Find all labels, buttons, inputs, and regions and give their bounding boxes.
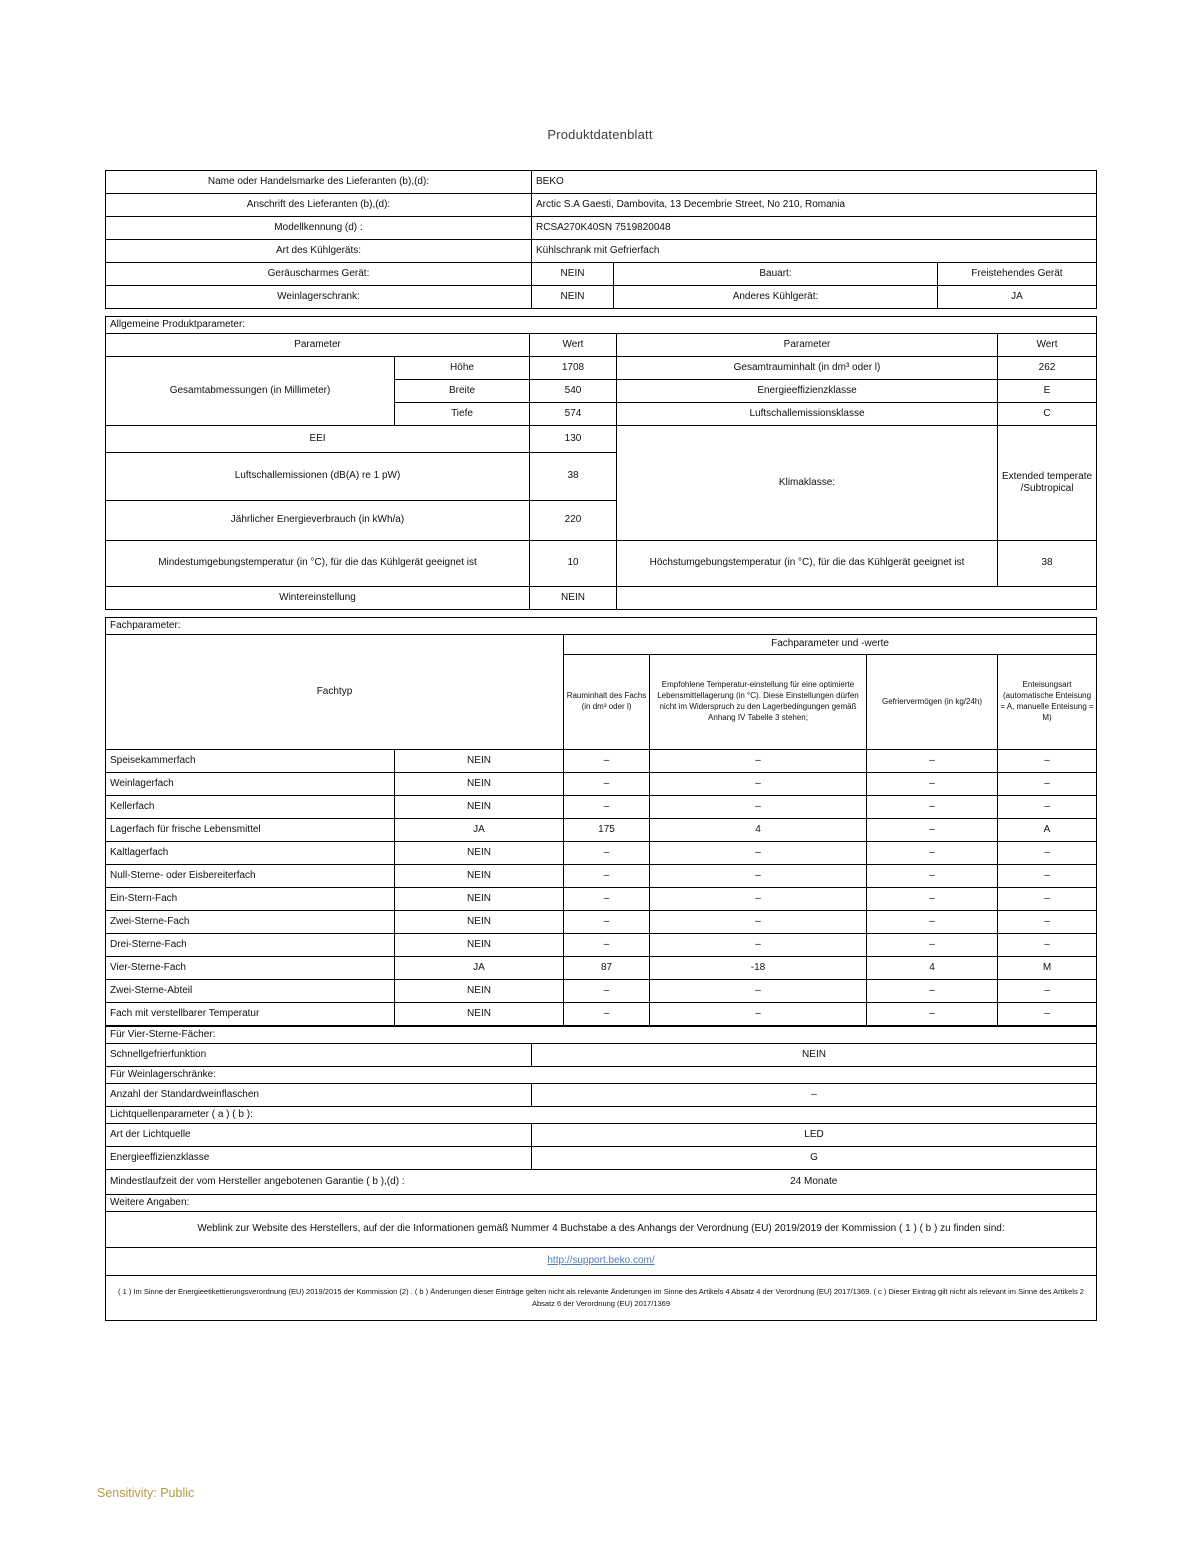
compartment-present: NEIN xyxy=(395,796,564,819)
compartment-freeze: – xyxy=(867,750,998,773)
compartment-temp: – xyxy=(650,1003,867,1026)
compartment-name: Drei-Sterne-Fach xyxy=(106,934,395,957)
compartment-name: Vier-Sterne-Fach xyxy=(106,957,395,980)
wine-bottles-label: Anzahl der Standardweinflaschen xyxy=(106,1084,532,1107)
compartment-section-title: Fachparameter: xyxy=(106,618,1097,635)
fast-freeze-label: Schnellgefrierfunktion xyxy=(106,1044,532,1067)
table-row xyxy=(106,171,1097,194)
more-info-section-title: Weitere Angaben: xyxy=(106,1195,1097,1212)
compartment-temp: – xyxy=(650,888,867,911)
compartment-name: Zwei-Sterne-Fach xyxy=(106,911,395,934)
col-compartment-defrost: Enteisungsart (automatische Enteisung = A, manuelle Enteisung = M) xyxy=(998,655,1097,750)
col-parameter-left: Parameter xyxy=(106,334,530,357)
fast-freeze-value: NEIN xyxy=(532,1044,1097,1067)
appliance-type-label: Art des Kühlgeräts: xyxy=(106,240,532,263)
col-parameter-right: Parameter xyxy=(617,334,998,357)
energy-class-value: E xyxy=(998,380,1097,403)
compartment-present: NEIN xyxy=(395,750,564,773)
compartment-defrost: A xyxy=(998,819,1097,842)
table-row xyxy=(106,1212,1097,1248)
compartment-present: NEIN xyxy=(395,842,564,865)
compartment-temp: – xyxy=(650,934,867,957)
warranty-label: Mindestlaufzeit der vom Hersteller angebotenen Garantie ( b ),(d) : xyxy=(106,1170,532,1195)
table-row xyxy=(106,587,1097,610)
compartment-table xyxy=(105,617,1097,1026)
depth-label: Tiefe xyxy=(395,403,530,426)
compartment-temp: – xyxy=(650,865,867,888)
supplier-name-value: BEKO xyxy=(532,171,1097,194)
other-appliance-value: JA xyxy=(938,286,1097,309)
table-row xyxy=(106,1170,1097,1195)
table-row xyxy=(106,194,1097,217)
compartment-volume: – xyxy=(564,773,650,796)
compartment-row xyxy=(106,750,1097,773)
climate-class-value: Extended temperate /Subtropical xyxy=(998,426,1097,541)
compartment-row xyxy=(106,1003,1097,1026)
compartment-present: JA xyxy=(395,957,564,980)
weblink-description: Weblink zur Website des Herstellers, auf der die Informationen gemäß Nummer 4 Buchstabe a des Anhangs der Verordnung (EU) 2019/2019 der Kommission ( 1 ) ( b ) zu finden sind: xyxy=(106,1212,1097,1248)
table-row xyxy=(106,1124,1097,1147)
light-class-value: G xyxy=(532,1147,1097,1170)
compartment-freeze: – xyxy=(867,911,998,934)
table-row xyxy=(106,1248,1097,1276)
compartment-volume: – xyxy=(564,980,650,1003)
compartment-freeze: – xyxy=(867,842,998,865)
height-label: Höhe xyxy=(395,357,530,380)
light-class-label: Energieeffizienzklasse xyxy=(106,1147,532,1170)
compartment-freeze: 4 xyxy=(867,957,998,980)
warranty-value: 24 Monate xyxy=(532,1170,1097,1195)
supplier-address-value: Arctic S.A Gaesti, Dambovita, 13 Decembrie Street, No 210, Romania xyxy=(532,194,1097,217)
column-header-row xyxy=(106,635,1097,655)
compartment-present: NEIN xyxy=(395,1003,564,1026)
compartment-defrost: – xyxy=(998,934,1097,957)
column-header-row xyxy=(106,334,1097,357)
compartment-row xyxy=(106,865,1097,888)
compartment-temp: – xyxy=(650,773,867,796)
width-label: Breite xyxy=(395,380,530,403)
table-row xyxy=(106,1084,1097,1107)
compartment-present: NEIN xyxy=(395,773,564,796)
eei-label: EEI xyxy=(106,426,530,453)
compartment-name: Zwei-Sterne-Abteil xyxy=(106,980,395,1003)
sensitivity-label: Sensitivity: Public xyxy=(97,1486,195,1500)
compartment-temp: – xyxy=(650,796,867,819)
page-title: Produktdatenblatt xyxy=(547,127,653,142)
compartment-row xyxy=(106,911,1097,934)
light-type-value: LED xyxy=(532,1124,1097,1147)
compartment-present: NEIN xyxy=(395,980,564,1003)
compartment-volume: – xyxy=(564,842,650,865)
compartment-volume: – xyxy=(564,1003,650,1026)
compartment-row xyxy=(106,888,1097,911)
col-compartment-group: Fachparameter und -werte xyxy=(564,635,1097,655)
footnote-text: ( 1 ) Im Sinne der Energieetikettierungsverordnung (EU) 2019/2015 der Kommission (2) . ( b ) Änderungen dieser Einträge gelten nicht als relevante Änderungen im Sinne des Artikels 4 Absatz 4 der Verordnung (EU) 2017/1369. ( c ) Dieser Eintrag gilt nicht als relevant im Sinne des Artikels 2 Absatz 6 der Verordnung (EU) 2017/1369 xyxy=(106,1276,1097,1321)
four-star-section-title: Für Vier-Sterne-Fächer: xyxy=(106,1027,1097,1044)
energy-class-label: Energieeffizienzklasse xyxy=(617,380,998,403)
compartment-name: Speisekammerfach xyxy=(106,750,395,773)
compartment-freeze: – xyxy=(867,888,998,911)
appliance-type-value: Kühlschrank mit Gefrierfach xyxy=(532,240,1097,263)
table-row xyxy=(106,1044,1097,1067)
wine-cabinet-value: NEIN xyxy=(532,286,614,309)
compartment-row xyxy=(106,796,1097,819)
annual-energy-label: Jährlicher Energieverbrauch (in kWh/a) xyxy=(106,501,530,541)
compartment-name: Null-Sterne- oder Eisbereiterfach xyxy=(106,865,395,888)
compartment-name: Fach mit verstellbarer Temperatur xyxy=(106,1003,395,1026)
table-row xyxy=(106,240,1097,263)
compartment-name: Ein-Stern-Fach xyxy=(106,888,395,911)
model-id-label: Modellkennung (d) : xyxy=(106,217,532,240)
winter-empty-cell xyxy=(617,587,1097,610)
design-type-value: Freistehendes Gerät xyxy=(938,263,1097,286)
compartment-present: NEIN xyxy=(395,865,564,888)
compartment-temp: -18 xyxy=(650,957,867,980)
compartment-name: Kaltlagerfach xyxy=(106,842,395,865)
wine-bottles-value: – xyxy=(532,1084,1097,1107)
width-value: 540 xyxy=(530,380,617,403)
section-header-row xyxy=(106,317,1097,334)
compartment-row xyxy=(106,957,1097,980)
compartment-defrost: M xyxy=(998,957,1097,980)
compartment-defrost: – xyxy=(998,842,1097,865)
winter-setting-value: NEIN xyxy=(530,587,617,610)
compartment-volume: – xyxy=(564,934,650,957)
general-parameters-table xyxy=(105,316,1097,610)
compartment-temp: – xyxy=(650,980,867,1003)
total-volume-value: 262 xyxy=(998,357,1097,380)
dimensions-label: Gesamtabmessungen (in Millimeter) xyxy=(106,357,395,426)
compartment-defrost: – xyxy=(998,773,1097,796)
depth-value: 574 xyxy=(530,403,617,426)
table-row xyxy=(106,541,1097,587)
noise-class-value: C xyxy=(998,403,1097,426)
compartment-temp: – xyxy=(650,750,867,773)
compartment-name: Lagerfach für frische Lebensmittel xyxy=(106,819,395,842)
section-header-row xyxy=(106,1107,1097,1124)
compartment-defrost: – xyxy=(998,1003,1097,1026)
compartment-freeze: – xyxy=(867,796,998,819)
misc-table xyxy=(105,1026,1097,1321)
model-id-value: RCSA270K40SN 7519820048 xyxy=(532,217,1097,240)
col-value-right: Wert xyxy=(998,334,1097,357)
compartment-freeze: – xyxy=(867,1003,998,1026)
table-row xyxy=(106,1276,1097,1321)
col-compartment-type: Fachtyp xyxy=(106,635,564,750)
annual-energy-value: 220 xyxy=(530,501,617,541)
compartment-row xyxy=(106,934,1097,957)
compartment-volume: – xyxy=(564,865,650,888)
compartment-temp: – xyxy=(650,911,867,934)
section-header-row xyxy=(106,1195,1097,1212)
quiet-appliance-label: Geräuscharmes Gerät: xyxy=(106,263,532,286)
table-row xyxy=(106,1147,1097,1170)
height-value: 1708 xyxy=(530,357,617,380)
weblink-cell xyxy=(106,1248,1097,1276)
compartment-present: JA xyxy=(395,819,564,842)
compartment-defrost: – xyxy=(998,796,1097,819)
min-ambient-temp-value: 10 xyxy=(530,541,617,587)
compartment-row xyxy=(106,773,1097,796)
supplier-address-label: Anschrift des Lieferanten (b),(d): xyxy=(106,194,532,217)
total-volume-label: Gesamtrauminhalt (in dm³ oder l) xyxy=(617,357,998,380)
manufacturer-website-link[interactable]: http://support.beko.com/ xyxy=(547,1255,655,1267)
table-row xyxy=(106,357,1097,380)
climate-class-label: Klimaklasse: xyxy=(617,426,998,541)
light-type-label: Art der Lichtquelle xyxy=(106,1124,532,1147)
max-ambient-temp-label: Höchstumgebungstemperatur (in °C), für die das Kühlgerät geeignet ist xyxy=(617,541,998,587)
section-header-row xyxy=(106,618,1097,635)
compartment-freeze: – xyxy=(867,934,998,957)
compartment-freeze: – xyxy=(867,819,998,842)
compartment-temp: – xyxy=(650,842,867,865)
compartment-name: Weinlagerfach xyxy=(106,773,395,796)
compartment-present: NEIN xyxy=(395,911,564,934)
supplier-table xyxy=(105,170,1097,309)
compartment-volume: 87 xyxy=(564,957,650,980)
compartment-defrost: – xyxy=(998,865,1097,888)
compartment-volume: – xyxy=(564,796,650,819)
compartment-present: NEIN xyxy=(395,888,564,911)
col-compartment-temp: Empfohlene Temperatur-einstellung für eine optimierte Lebensmittellagerung (in °C). Diese Einstellungen dürfen nicht im Widerspruch zu den Lagerbedingungen gemäß Anhang IV Tabelle 3 stehen; xyxy=(650,655,867,750)
compartment-name: Kellerfach xyxy=(106,796,395,819)
section-header-row xyxy=(106,1067,1097,1084)
compartment-freeze: – xyxy=(867,865,998,888)
compartment-defrost: – xyxy=(998,888,1097,911)
compartment-freeze: – xyxy=(867,773,998,796)
compartment-volume: – xyxy=(564,888,650,911)
compartment-volume: 175 xyxy=(564,819,650,842)
airborne-noise-value: 38 xyxy=(530,453,617,501)
winter-setting-label: Wintereinstellung xyxy=(106,587,530,610)
table-row xyxy=(106,286,1097,309)
compartment-defrost: – xyxy=(998,980,1097,1003)
compartment-row xyxy=(106,842,1097,865)
compartment-present: NEIN xyxy=(395,934,564,957)
col-compartment-freeze: Gefriervermögen (in kg/24h) xyxy=(867,655,998,750)
datasheet-tables xyxy=(105,170,1096,1321)
col-value-left: Wert xyxy=(530,334,617,357)
min-ambient-temp-label: Mindestumgebungstemperatur (in °C), für die das Kühlgerät geeignet ist xyxy=(106,541,530,587)
eei-value: 130 xyxy=(530,426,617,453)
wine-section-title: Für Weinlagerschränke: xyxy=(106,1067,1097,1084)
compartment-freeze: – xyxy=(867,980,998,1003)
compartment-temp: 4 xyxy=(650,819,867,842)
general-section-title: Allgemeine Produktparameter: xyxy=(106,317,1097,334)
table-row xyxy=(106,263,1097,286)
noise-class-label: Luftschallemissionsklasse xyxy=(617,403,998,426)
wine-cabinet-label: Weinlagerschrank: xyxy=(106,286,532,309)
supplier-name-label: Name oder Handelsmarke des Lieferanten (b),(d): xyxy=(106,171,532,194)
compartment-row xyxy=(106,819,1097,842)
max-ambient-temp-value: 38 xyxy=(998,541,1097,587)
compartment-volume: – xyxy=(564,911,650,934)
table-row xyxy=(106,426,1097,453)
section-header-row xyxy=(106,1027,1097,1044)
light-section-title: Lichtquellenparameter ( a ) ( b ): xyxy=(106,1107,1097,1124)
compartment-defrost: – xyxy=(998,911,1097,934)
compartment-row xyxy=(106,980,1097,1003)
table-row xyxy=(106,217,1097,240)
airborne-noise-label: Luftschallemissionen (dB(A) re 1 pW) xyxy=(106,453,530,501)
compartment-volume: – xyxy=(564,750,650,773)
compartment-defrost: – xyxy=(998,750,1097,773)
other-appliance-label: Anderes Kühlgerät: xyxy=(614,286,938,309)
quiet-appliance-value: NEIN xyxy=(532,263,614,286)
design-type-label: Bauart: xyxy=(614,263,938,286)
col-compartment-volume: Rauminhalt des Fachs (in dm³ oder l) xyxy=(564,655,650,750)
